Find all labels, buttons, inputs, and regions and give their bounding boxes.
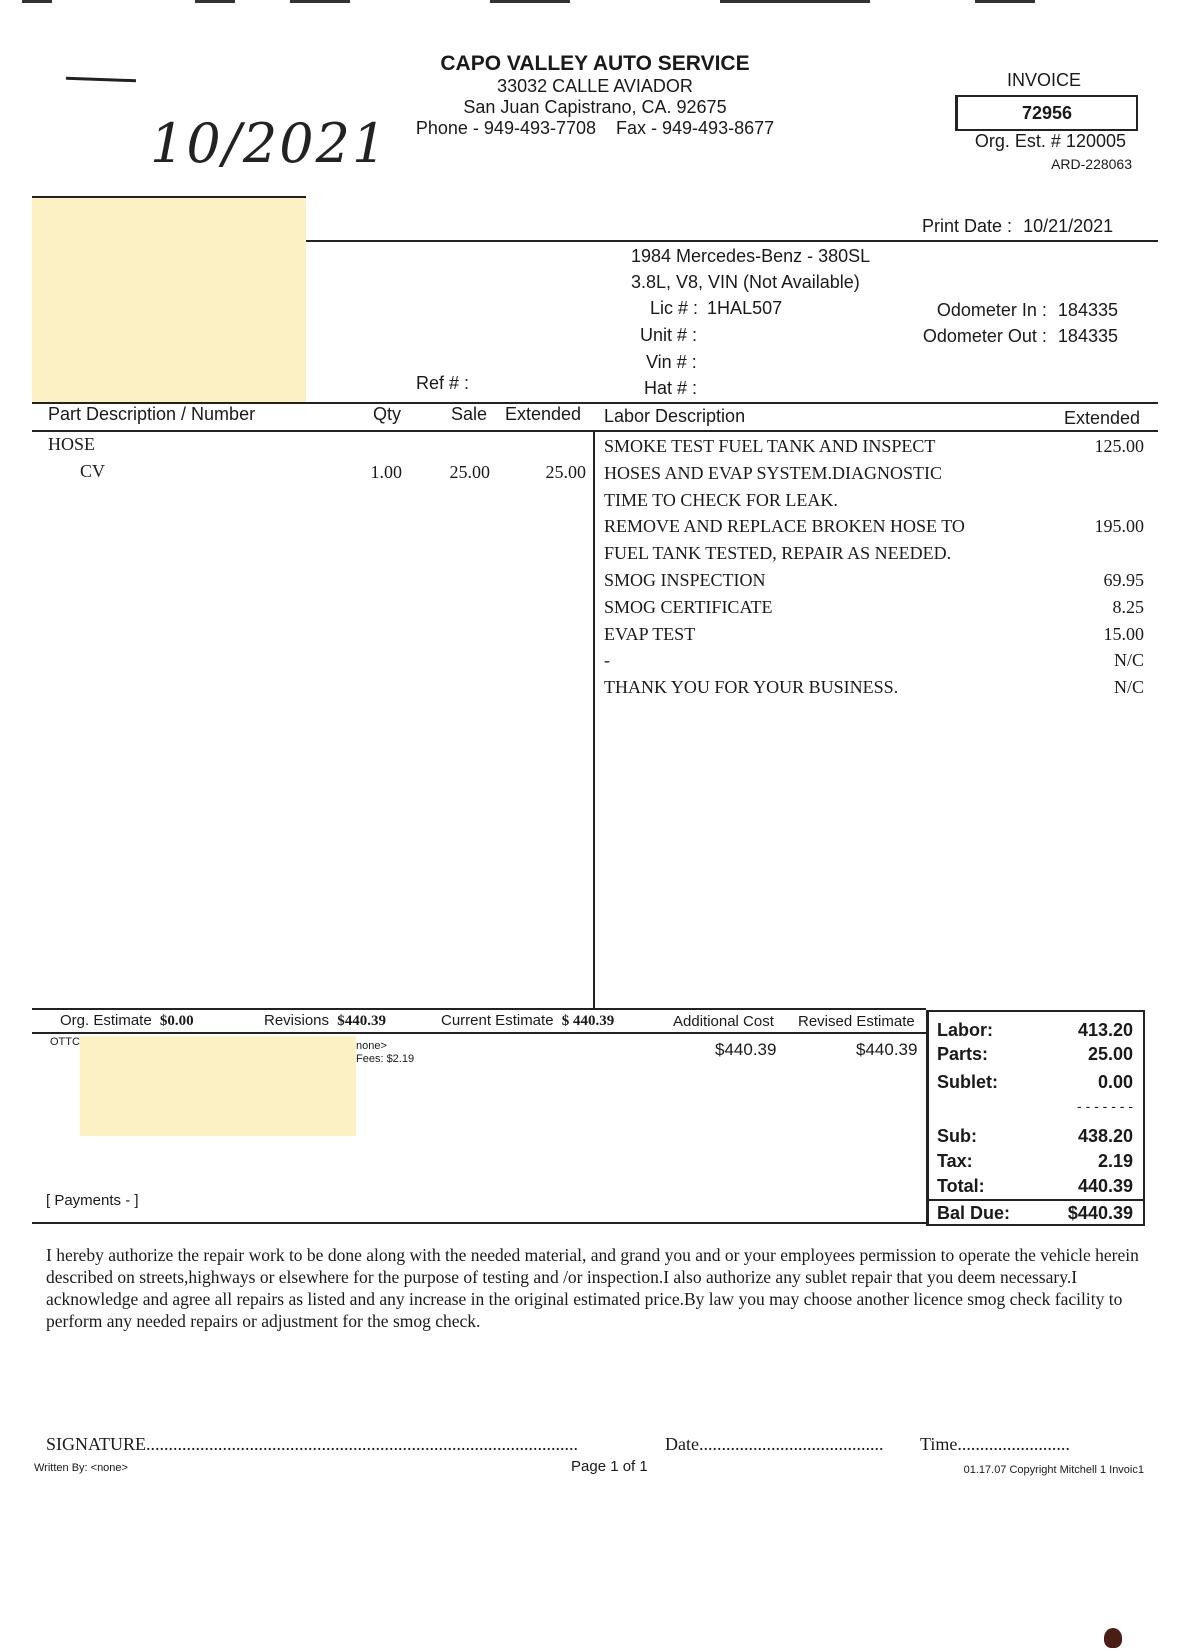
parts-total-label: Parts:	[937, 1044, 989, 1064]
estimate-bottom-rule	[32, 1032, 926, 1034]
labor-row	[604, 490, 1144, 516]
revisions-label: Revisions	[264, 1012, 330, 1029]
sublet-total-label: Sublet:	[937, 1072, 998, 1092]
scan-artifact-top	[0, 0, 1200, 5]
shop-name: CAPO VALLEY AUTO SERVICE	[440, 52, 750, 75]
date-line: Date.........................................	[665, 1434, 884, 1454]
sublet-total-value: 0.00	[1097, 1072, 1133, 1092]
parts-total-value: 25.00	[1087, 1044, 1133, 1064]
labor-description: SMOG INSPECTION	[604, 570, 766, 590]
signature-label: SIGNATURE	[46, 1434, 147, 1454]
sub-total-value: 438.20	[1077, 1126, 1133, 1146]
print-date	[922, 216, 1113, 237]
org-estimate	[60, 1012, 194, 1030]
total-bal-due	[937, 1203, 1133, 1224]
parts-header-qty: Qty	[373, 404, 402, 424]
dashes-text: - - - - - - -	[1077, 1098, 1133, 1114]
total-sub	[937, 1126, 1133, 1147]
labor-amount: 15.00	[1103, 623, 1144, 644]
hat-label: Hat # :	[644, 378, 698, 398]
invoice-label: INVOICE	[1006, 70, 1081, 90]
current-estimate-value: $ 440.39	[561, 1013, 615, 1029]
revisions	[264, 1012, 386, 1030]
org-estimate-label: Org. Estimate	[60, 1012, 152, 1029]
labor-amount: 8.25	[1112, 596, 1144, 617]
labor-amount: N/C	[1113, 677, 1144, 698]
labor-description: THANK YOU FOR YOUR BUSINESS.	[604, 677, 899, 698]
handwritten-dash	[66, 77, 136, 82]
print-date-label: Print Date :	[922, 216, 1013, 236]
revisions-value: $440.39	[337, 1013, 386, 1029]
odo-out-value: 184335	[1057, 326, 1118, 346]
total-sublet	[937, 1072, 1133, 1093]
labor-row	[604, 543, 1144, 569]
print-date-value: 10/21/2021	[1023, 216, 1114, 236]
shop-contact: Phone - 949-493-7708 Fax - 949-493-8677	[415, 118, 775, 138]
total-labor	[937, 1020, 1133, 1041]
parts-header-sale: Sale	[451, 404, 488, 424]
labor-description: REMOVE AND REPLACE BROKEN HOSE TO	[604, 516, 965, 537]
signature-line: SIGNATURE................................................................................................	[46, 1434, 579, 1454]
current-estimate-label: Current Estimate	[441, 1012, 554, 1029]
parts-header-extended: Extended	[505, 404, 582, 424]
redacted-notes	[80, 1036, 356, 1136]
shop-header	[370, 52, 820, 139]
labor-amount: 69.95	[1103, 570, 1144, 590]
written-by: Written By: <none>	[34, 1462, 128, 1474]
labor-amount: 125.00	[1094, 436, 1144, 456]
labor-header-desc: Labor Description	[604, 406, 746, 426]
labor-row	[604, 624, 1144, 650]
bal-due-label: Bal Due:	[937, 1203, 1011, 1223]
total-total	[937, 1176, 1133, 1197]
total-tax	[937, 1151, 1133, 1172]
labor-description: EVAP TEST	[604, 623, 696, 644]
revised-estimate-value: $440.39	[856, 1040, 918, 1059]
labor-description: SMOKE TEST FUEL TANK AND INSPECT	[604, 436, 936, 456]
shop-address: 33032 CALLE AVIADOR	[497, 76, 693, 96]
labor-total-value: 413.20	[1077, 1020, 1133, 1040]
revised-estimate-label: Revised Estimate	[798, 1013, 915, 1030]
bal-rule	[929, 1199, 1143, 1201]
authorization-text: I hereby authorize the repair work to be done along with the needed material, and grand you and or your employees permission to operate the vehicle herein described on streets,highways or elsewhere for the purpose of testing and /or inspection.I also authorize any sublet repair that you deem necessary.I acknowledge and agree all repairs as listed and any increase in the original estimated price.By law you may choose another licence smog check facility to perform any needed repairs or adjustment for the smog check.	[46, 1245, 1139, 1331]
ard-number: ARD-228063	[1051, 156, 1132, 172]
table-header-rule	[32, 430, 1158, 432]
labor-description: HOSES AND EVAP SYSTEM.DIAGNOSTIC	[604, 462, 943, 483]
labor-row	[604, 597, 1144, 623]
odometer-in	[860, 300, 1118, 321]
invoice-number: 72956	[955, 95, 1138, 131]
lic-label: Lic # :	[650, 298, 699, 318]
additional-cost-value: $440.39	[715, 1040, 777, 1059]
labor-description: FUEL TANK TESTED, REPAIR AS NEEDED.	[604, 543, 952, 564]
current-estimate	[441, 1012, 614, 1030]
header-divider	[306, 240, 1158, 242]
part-qty: 1.00	[370, 462, 402, 482]
labor-amount: 195.00	[1094, 516, 1144, 537]
time-line: Time.........................	[920, 1434, 1070, 1454]
labor-row	[604, 516, 1144, 542]
labor-amount: N/C	[1113, 650, 1144, 671]
otto-text: OTTC	[50, 1036, 80, 1048]
payments-text: [ Payments - ]	[46, 1192, 139, 1209]
estimate-section-bottom	[32, 1222, 928, 1224]
vehicle-lic	[650, 298, 782, 319]
date-label: Date	[665, 1434, 699, 1454]
odo-out-label: Odometer Out :	[922, 326, 1047, 346]
part-sub: CV	[80, 461, 106, 481]
unit-label: Unit # :	[640, 325, 698, 345]
additional-cost-label: Additional Cost	[673, 1013, 774, 1030]
part-extended: 25.00	[545, 462, 586, 482]
customer-divider	[32, 196, 306, 198]
time-label: Time	[920, 1434, 958, 1454]
handwritten-date: 10/2021	[150, 112, 389, 175]
parts-header-desc: Part Description / Number	[48, 404, 256, 424]
copyright-text: 01.17.07 Copyright Mitchell 1 Invoic1	[963, 1464, 1144, 1476]
labor-row	[604, 677, 1144, 703]
total-parts	[937, 1044, 1133, 1065]
sub-total-label: Sub:	[937, 1126, 977, 1146]
lic-value: 1HAL507	[707, 298, 783, 318]
odo-in-value: 184335	[1057, 300, 1118, 320]
parts-labor-divider	[593, 432, 595, 1009]
odometer-out	[860, 326, 1118, 347]
ref-label: Ref # :	[416, 373, 470, 393]
page-number: Page 1 of 1	[571, 1458, 648, 1475]
labor-row	[604, 650, 1144, 676]
tax-label: Tax:	[937, 1151, 973, 1171]
labor-row	[604, 570, 1144, 596]
none-text: none>	[356, 1040, 387, 1052]
vehicle-model: 1984 Mercedes-Benz - 380SL	[631, 246, 871, 266]
part-name: HOSE	[48, 434, 96, 454]
labor-description: -	[604, 650, 610, 671]
labor-row	[604, 436, 1144, 462]
vehicle-engine: 3.8L, V8, VIN (Not Available)	[631, 272, 860, 292]
shop-city: San Juan Capistrano, CA. 92675	[463, 97, 727, 117]
labor-total-label: Labor:	[937, 1020, 993, 1040]
labor-description: SMOG CERTIFICATE	[604, 596, 773, 617]
tax-value: 2.19	[1097, 1151, 1133, 1171]
redacted-customer-info	[32, 198, 306, 404]
grand-total-value: 440.39	[1077, 1176, 1133, 1196]
vin-label: Vin # :	[646, 352, 697, 372]
bal-due-value: $440.39	[1067, 1203, 1133, 1223]
odo-in-label: Odometer In :	[936, 300, 1047, 320]
org-estimate-value: $0.00	[159, 1013, 194, 1029]
labor-header-extended: Extended	[1064, 408, 1141, 428]
estimate-top-rule	[32, 1008, 926, 1010]
scan-speck	[1104, 1628, 1122, 1648]
totals-box	[926, 1010, 1145, 1226]
labor-description: TIME TO CHECK FOR LEAK.	[604, 489, 838, 510]
labor-row	[604, 463, 1144, 489]
org-est-number: Org. Est. # 120005	[974, 131, 1126, 151]
fees-text: Fees: $2.19	[356, 1053, 415, 1065]
grand-total-label: Total:	[937, 1176, 985, 1196]
part-sale: 25.00	[449, 462, 490, 482]
